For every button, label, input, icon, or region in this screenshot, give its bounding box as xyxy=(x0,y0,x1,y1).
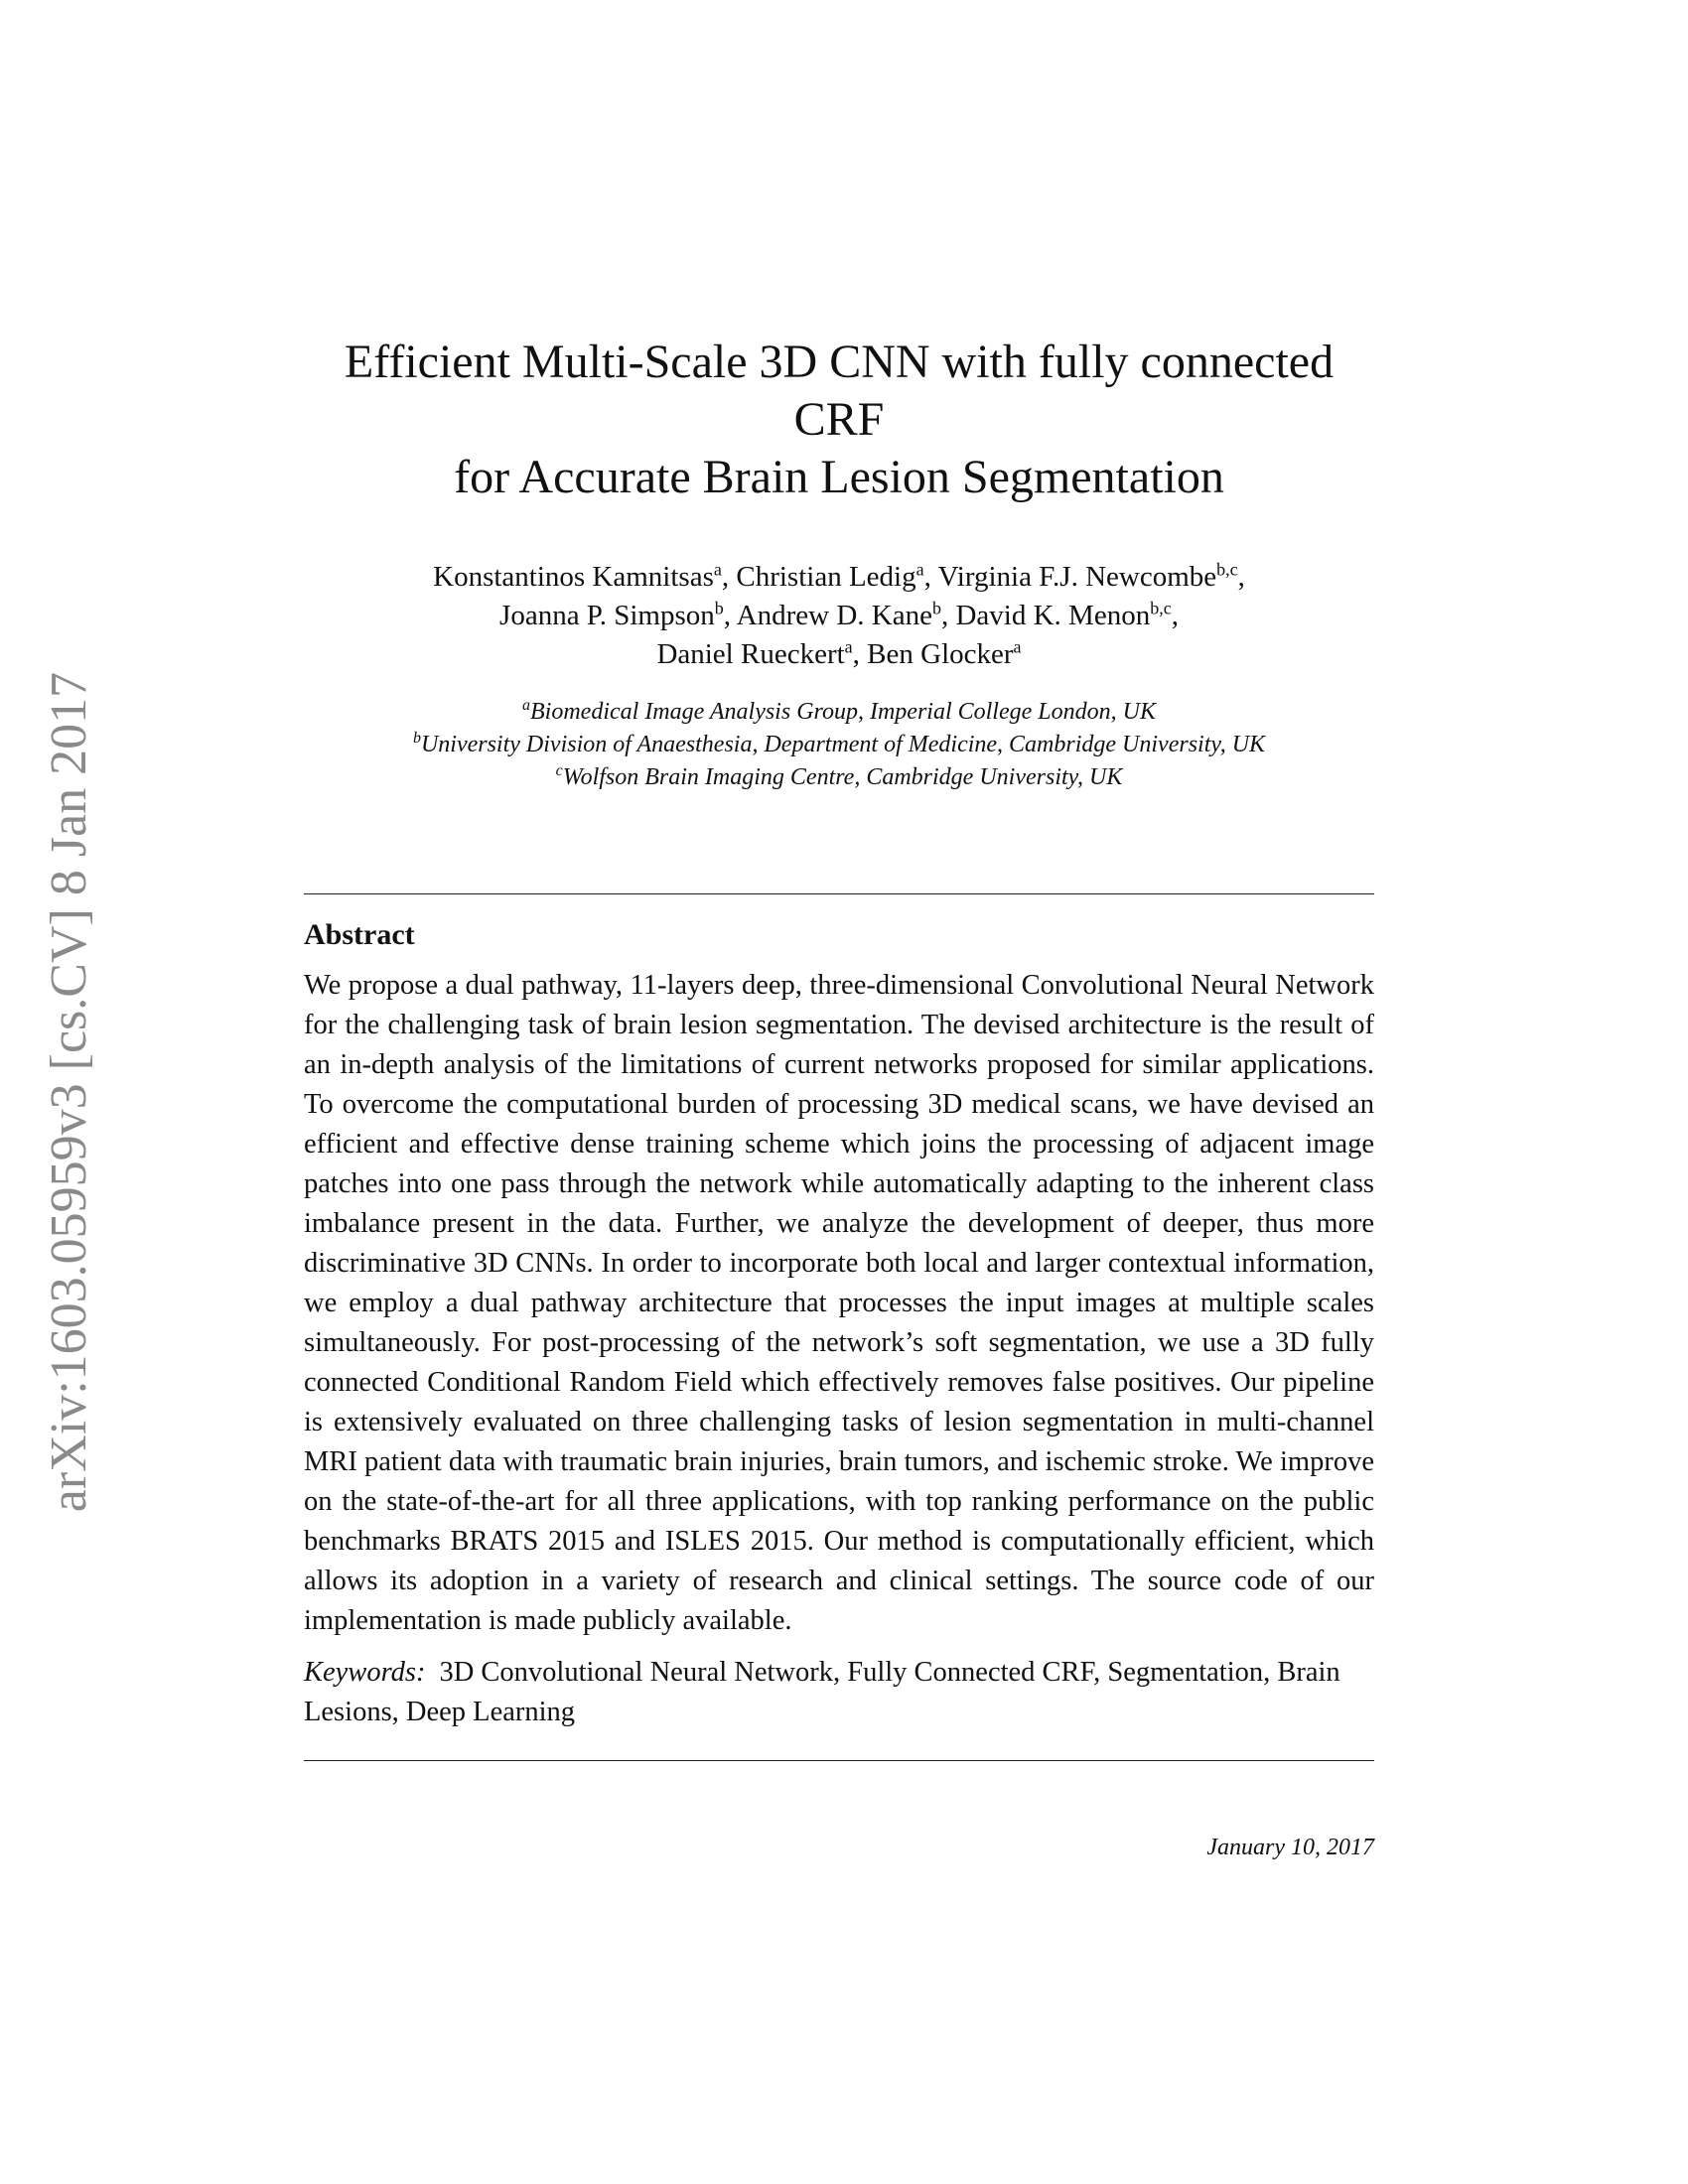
affiliation-text: University Division of Anaesthesia, Department of Medicine, Cambridge University, UK xyxy=(420,732,1266,757)
arxiv-identifier-stamp: arXiv:1603.05959v3 [cs.CV] 8 Jan 2017 xyxy=(41,671,97,1513)
author-name: Ben Glocker xyxy=(867,638,1014,670)
title-line-2: for Accurate Brain Lesion Segmentation xyxy=(454,451,1224,503)
affiliation-mark: c xyxy=(555,762,563,779)
author-line: Joanna P. Simpson$^b$, Andrew D. Kane$^b$, David K. Menon$^{b,c}$, xyxy=(499,598,1179,631)
preprint-date: January 10, 2017 xyxy=(1206,1835,1374,1860)
author-name: Joanna P. Simpson xyxy=(499,600,715,631)
author-affil-mark: b,c xyxy=(1150,598,1172,618)
keywords-text: 3D Convolutional Neural Network, Fully Connected CRF, Segmentation, Brain Lesions, Deep Learning xyxy=(304,1657,1340,1727)
author-affil-mark: b xyxy=(714,598,724,618)
author-name: Christian Ledig xyxy=(736,561,916,593)
abstract-top-divider xyxy=(304,893,1374,894)
abstract-text: We propose a dual pathway, 11-layers deep, three-dimensional Convolutional Neural Network for the challenging task of brain lesion segmentation. The devised architecture is the result of an in-depth analysis of the limitations of current networks proposed for similar applications. To overcome the computational burden of processing 3D medical scans, we have devised an efficient and effective dense training scheme which joins the processing of adjacent image patches into one pass through the network while automatically adapting to the inherent class imbalance present in the data. Further, we analyze the development of deeper, thus more discriminative 3D CNNs. In order to incorporate both local and larger contextual information, we employ a dual pathway architecture that processes the input images at multiple scales simultaneously. For post-processing of the network’s soft segmentation, we use a 3D fully connected Conditional Random Field which effectively removes false positives. Our pipeline is extensively evaluated on three challenging tasks of lesion segmentation in multi-channel MRI patient data with traumatic brain injuries, brain tumors, and ischemic stroke. We improve on the state-of-the-art for all three applications, with top ranking performance on the public benchmarks BRATS 2015 and ISLES 2015. Our method is computationally efficient, which allows its adoption in a variety of research and clinical settings. The source code of our implementation is made publicly available. xyxy=(304,970,1374,1636)
author-affil-mark: b,c xyxy=(1216,559,1238,580)
author-list xyxy=(304,558,1374,674)
author-name: Virginia F.J. Newcombe xyxy=(937,561,1217,593)
author-affil-mark: a xyxy=(1013,636,1022,657)
abstract-heading: Abstract xyxy=(304,918,415,951)
affiliation-item xyxy=(304,696,1374,729)
author-name: David K. Menon xyxy=(955,600,1151,631)
affiliation-text: Biomedical Image Analysis Group, Imperial College London, UK xyxy=(530,699,1156,725)
affiliation-item xyxy=(304,761,1374,794)
title-line-1: Efficient Multi-Scale 3D CNN with fully connected CRF xyxy=(344,336,1335,446)
author-affil-mark: a xyxy=(844,636,853,657)
affiliation-text: Wolfson Brain Imaging Centre, Cambridge University, UK xyxy=(562,764,1123,790)
affiliation-list xyxy=(304,696,1374,794)
keywords-block xyxy=(304,1653,1374,1732)
affiliation-item xyxy=(304,729,1374,761)
author-line: Daniel Rueckert$^a$, Ben Glocker$^a$ xyxy=(656,636,1022,670)
abstract-bottom-divider xyxy=(304,1760,1374,1761)
keywords-label: Keywords: xyxy=(304,1657,426,1688)
author-name: Daniel Rueckert xyxy=(656,638,845,670)
paper-title xyxy=(304,334,1374,506)
author-affil-mark: a xyxy=(915,559,924,580)
author-name: Konstantinos Kamnitsas xyxy=(433,561,714,593)
affiliation-mark: a xyxy=(522,697,531,714)
author-line: Konstantinos Kamnitsas$^a$, Christian Ledig$^a$, Virginia F.J. Newcombe$^{b,c}$, xyxy=(433,559,1245,593)
affiliation-mark: b xyxy=(412,730,421,747)
author-name: Andrew D. Kane xyxy=(736,600,932,631)
paper-first-page xyxy=(304,334,1374,1862)
author-affil-mark: a xyxy=(713,559,722,580)
author-affil-mark: b xyxy=(931,598,941,618)
